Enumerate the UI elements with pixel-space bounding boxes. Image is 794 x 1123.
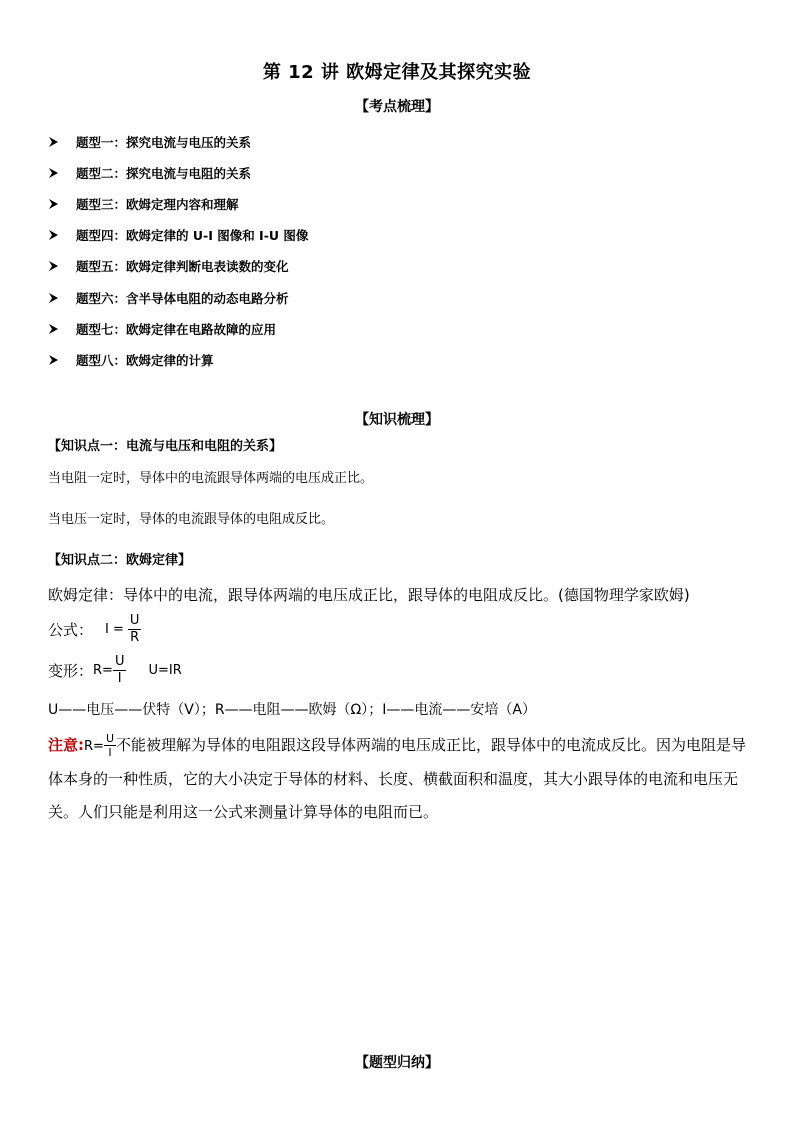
list-item [48,282,308,313]
arrow-bullet-icon [48,261,76,271]
note-fraction [104,732,116,759]
formula-lhs: I = [105,622,124,637]
knowledge-point-1-heading: 【知识点一：电流与电压和电阻的关系】 [48,439,283,454]
list-item-label: 题型四：欧姆定律的 U-I 图像和 I-U 图像 [76,228,309,244]
knowledge-point-1-line-2: 当电压一定时，导体的电流跟导体的电阻成反比。 [48,512,335,527]
arrow-bullet-icon [48,199,76,209]
section-heading-kaodian: 【考点梳理】 [355,99,439,115]
note-label: 注意: [48,736,84,754]
list-item-label: 题型七：欧姆定律在电路故障的应用 [76,321,277,337]
variant-denominator: I [117,671,122,686]
note-paragraph [48,729,758,829]
arrow-bullet-icon [48,137,76,147]
list-item [48,313,308,344]
arrow-bullet-icon [48,168,76,178]
list-item [48,220,308,251]
ohms-law-statement: 欧姆定律：导体中的电流，跟导体两端的电压成正比，跟导体的电阻成反比。(德国物理学家欧姆) [48,586,690,604]
list-item-label: 题型一：探究电流与电压的关系 [76,134,252,150]
formula-denominator: R [130,630,140,645]
list-item [48,126,308,157]
note-formula-lhs: R= [84,739,104,754]
variant-fraction [113,654,127,687]
formula-fraction [128,613,142,646]
arrow-bullet-icon [48,293,76,303]
units-line: U——电压——伏特（V）；R——电阻——欧姆（Ω）；I——电流——安培（A） [48,702,536,718]
list-item-label: 题型三：欧姆定理内容和理解 [76,196,239,212]
question-type-list [48,126,308,376]
list-item [48,344,308,375]
note-text: 不能被理解为导体的电阻跟这段导体两端的电压成正比，跟导体中的电流成反比。因为电阻是导体本身的一种性质，它的大小决定于导体的材料、长度、横截面积和温度，其大小跟导体的电流和电压无关。人们只能是利用这一公式来测量计算导体的电阻而已。 [48,736,747,821]
list-item [48,251,308,282]
formula-line [48,613,141,646]
list-item-label: 题型八：欧姆定律的计算 [76,352,214,368]
page-title: 第 12 讲 欧姆定律及其探究实验 [262,62,532,83]
section-heading-tixing: 【题型归纳】 [355,1055,439,1071]
list-item [48,188,308,219]
knowledge-point-2-heading: 【知识点二：欧姆定律】 [48,553,192,568]
list-item-label: 题型五：欧姆定律判断电表读数的变化 [76,259,289,275]
list-item-label: 题型六：含半导体电阻的动态电路分析 [76,290,289,306]
section-heading-zhishi: 【知识梳理】 [355,412,439,428]
variant-formula-line [48,654,182,687]
note-numerator: U [105,732,114,745]
formula-numerator: U [129,613,140,628]
arrow-bullet-icon [48,355,76,365]
variant-lhs: R= [93,663,113,678]
list-item [48,157,308,188]
variant-label: 变形： [48,662,94,680]
knowledge-point-1-line-1: 当电阻一定时，导体中的电流跟导体两端的电压成正比。 [48,471,374,486]
arrow-bullet-icon [48,230,76,240]
variant-numerator: U [114,654,125,669]
variant-rhs: U=IR [148,663,182,678]
list-item-label: 题型二：探究电流与电阻的关系 [76,165,252,181]
formula-label: 公式： [48,621,94,639]
arrow-bullet-icon [48,324,76,334]
note-denominator: I [108,746,112,759]
